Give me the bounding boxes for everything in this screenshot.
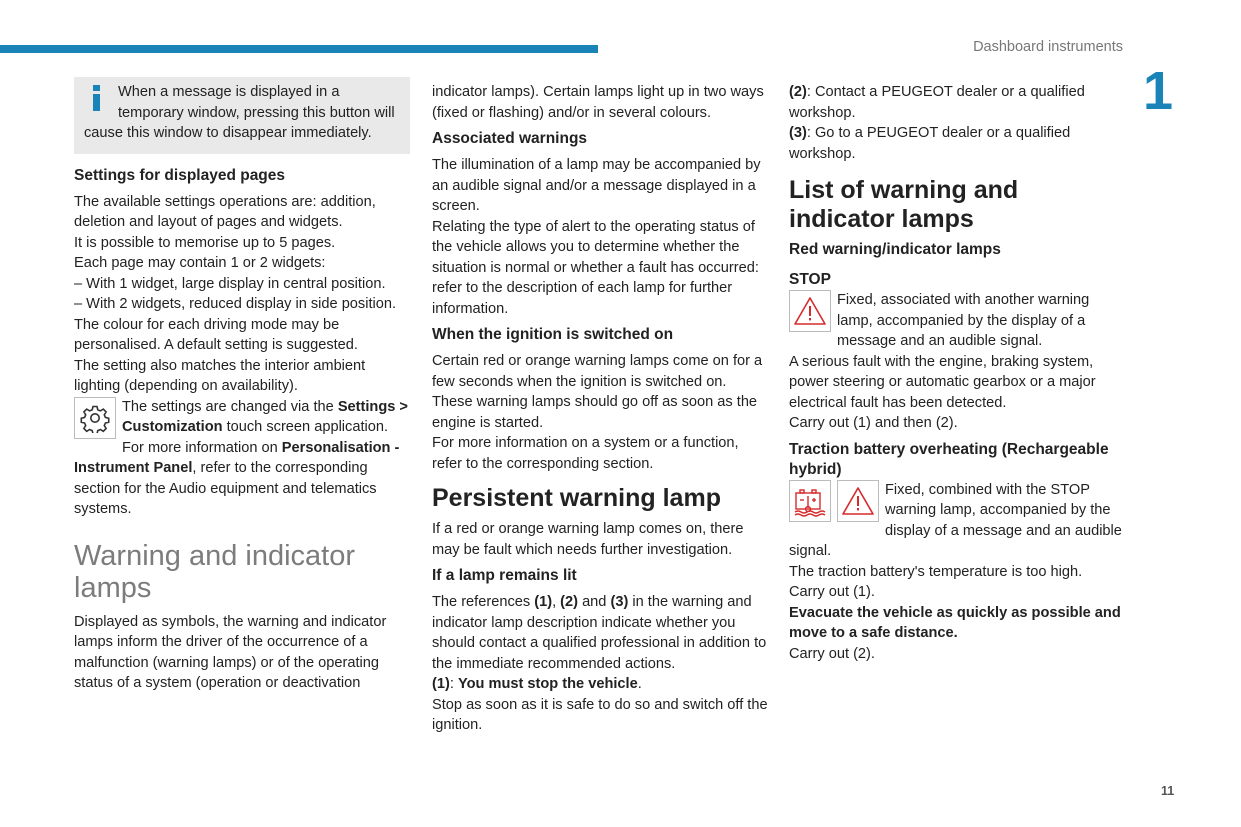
associated-warnings-heading: Associated warnings xyxy=(432,130,588,147)
warning-triangle-icon xyxy=(789,290,831,332)
list-item: – With 1 widget, large display in central position. xyxy=(74,275,386,292)
paragraph: If a red or orange warning lamp comes on, there may be fault which needs further investigation. xyxy=(432,521,744,558)
paragraph: Carry out (1). xyxy=(789,584,875,600)
info-icon xyxy=(88,82,110,116)
page-number: 11 xyxy=(1161,784,1175,798)
lamp-lit-heading: If a lamp remains lit xyxy=(432,567,577,584)
evacuate-warning: Evacuate the vehicle as quickly as possible and move to a safe distance. xyxy=(789,604,1121,641)
paragraph: Carry out (2). xyxy=(789,645,875,662)
paragraph: Stop as soon as it is safe to do so and switch off the ignition. xyxy=(432,696,768,733)
more-info-paragraph: For more information on Personalisation - Instrument Panel, refer to the corresponding section for the Audio equipment and telematics systems. xyxy=(74,439,400,517)
traction-lamp-text: Fixed, combined with the STOP warning lamp, accompanied by the display of a message and an audible signal. xyxy=(789,481,1122,559)
stop-lamp-block xyxy=(789,290,1125,352)
traction-heading: Traction battery overheating (Rechargeable hybrid) xyxy=(789,440,1109,478)
gear-icon xyxy=(74,397,116,439)
red-lamps-heading: Red warning/indicator lamps xyxy=(789,241,1001,258)
paragraph: Certain red or orange warning lamps come on for a few seconds when the ignition is switched on. These warning lamps should go off as soon as the engine is started. xyxy=(432,353,763,431)
paragraph: The available settings operations are: addition, deletion and layout of pages and widgets. xyxy=(74,193,376,230)
reference-2: (2): Contact a PEUGEOT dealer or a qualified workshop. xyxy=(789,84,1085,121)
paragraph: The setting also matches the interior ambient lighting (depending on availability). xyxy=(74,357,366,394)
stop-vehicle-line: (1): You must stop the vehicle. xyxy=(432,676,642,692)
reference-3: (3): Go to a PEUGEOT dealer or a qualified workshop. xyxy=(789,125,1071,162)
paragraph: Relating the type of alert to the operating status of the vehicle allows you to determine whether the situation is normal or whether a fault has occurred: refer to the description of each lamp for further information. xyxy=(432,218,759,317)
paragraph: Displayed as symbols, the warning and indicator lamps inform the driver of the occurrence of a malfunction (warning lamps) or of the operating status of a system (operation or deactivation xyxy=(74,613,387,691)
chapter-number: 1 xyxy=(1143,61,1174,121)
info-note-text: When a message is displayed in a temporary window, pressing this button will cause this window to disappear immediately. xyxy=(84,84,395,141)
column-1 xyxy=(74,82,410,694)
paragraph: It is possible to memorise up to 5 pages. xyxy=(74,234,336,251)
column-3 xyxy=(789,82,1125,664)
column-2 xyxy=(432,82,768,736)
info-note xyxy=(74,77,410,154)
settings-via-text: The settings are changed via the Settings > Customization touch screen application. xyxy=(122,398,408,435)
paragraph: The traction battery's temperature is too high. xyxy=(789,563,1083,580)
traction-lamp-block xyxy=(789,480,1125,562)
stop-lamp-text: Fixed, associated with another warning lamp, accompanied by the display of a message and an audible signal. xyxy=(837,292,1090,349)
header-accent-bar xyxy=(0,45,598,53)
paragraph: Carry out (1) and then (2). xyxy=(789,415,958,431)
lamp-list-heading: List of warning and indicator lamps xyxy=(789,176,1019,233)
section-title: Dashboard instruments xyxy=(973,39,1123,55)
paragraph: The illumination of a lamp may be accompanied by an audible signal and/or a message displayed in a screen. xyxy=(432,157,761,214)
paragraph: indicator lamps). Certain lamps light up in two ways (fixed or flashing) and/or in several colours. xyxy=(432,84,764,121)
settings-via-block xyxy=(74,397,410,438)
paragraph: Each page may contain 1 or 2 widgets: xyxy=(74,255,326,271)
stop-heading: STOP xyxy=(789,271,831,288)
references-paragraph: The references (1), (2) and (3) in the warning and indicator lamp description indicate whether you should contact a qualified professional in addition to the immediate recommended actions. xyxy=(432,594,767,672)
paragraph: The colour for each driving mode may be personalised. A default setting is suggested. xyxy=(74,316,358,353)
warning-lamps-heading: Warning and indicator lamps xyxy=(74,539,356,604)
paragraph: For more information on a system or a function, refer to the corresponding section. xyxy=(432,435,739,472)
warning-triangle-icon xyxy=(837,480,879,522)
list-item: – With 2 widgets, reduced display in side position. xyxy=(74,296,397,312)
persistent-warning-heading: Persistent warning lamp xyxy=(432,484,721,512)
ignition-heading: When the ignition is switched on xyxy=(432,326,674,343)
battery-temperature-icon xyxy=(789,480,831,522)
settings-heading: Settings for displayed pages xyxy=(74,166,286,184)
paragraph: A serious fault with the engine, braking system, power steering or automatic gearbox or a major electrical fault has been detected. xyxy=(789,353,1096,411)
